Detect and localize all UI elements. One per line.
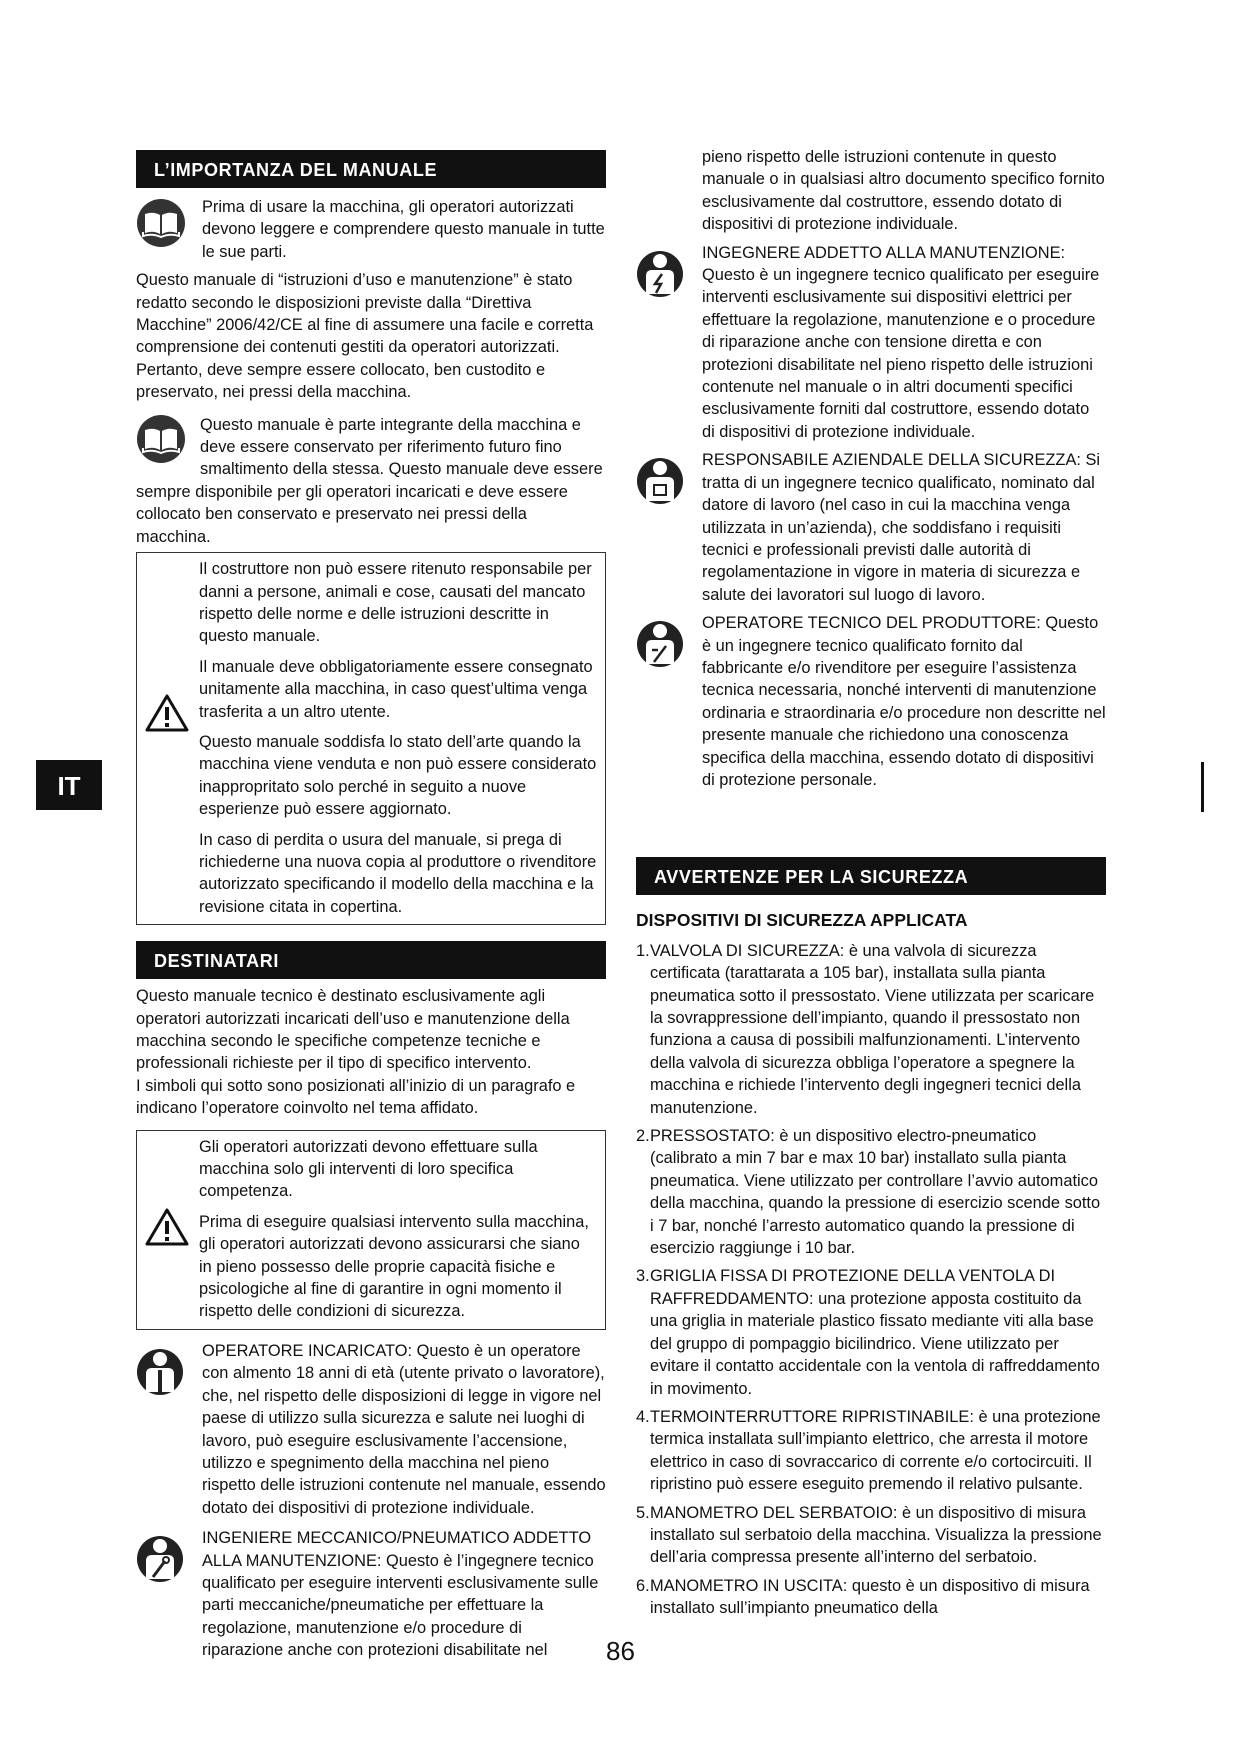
elec-engineer-entry xyxy=(636,242,1106,444)
list-item-text: GRIGLIA FISSA DI PROTEZIONE DELLA VENTOLA DI RAFFREDDAMENTO: una protezione apposta costituito da una griglia in materiale plastico fissato mediante viti alla base del gruppo di pompaggio bicilindrico. Viene utilizzato per evitare il contatto accidentale con la ventola di raffreddamento in movimento. xyxy=(650,1267,1100,1398)
list-item-number: 6. xyxy=(636,1576,650,1595)
list-item-text: VALVOLA DI SICUREZZA: è una valvola di sicurezza certificata (tarattarata a 105 bar), installata sulla pianta pneumatica sotto il pressostato. Viene utilizzata per scaricare la sovrappressione dell’impianto, quando il pressostato non funziona a causa di possibili malfunzionamenti. L’intervento della valvola di sicurezza obbliga l’operatore a spegnere la macchina e richiede l’intervento degli ingegneri tecnici della manutenzione. xyxy=(650,941,1095,1117)
warning-triangle-icon xyxy=(145,1207,189,1247)
continuation-text: pieno rispetto delle istruzioni contenute in questo manuale o in qualsiasi altro documento specifico fornito esclusivamente dal costruttore, essendo dotato di dispositivi di protezione individuale. xyxy=(702,148,1105,234)
elec-engineer-text: INGEGNERE ADDETTO ALLA MANUTENZIONE: Questo è un ingegnere tecnico qualificato per eseguire interventi esclusivamente sui dispositivi elettrici per effettuare la regolazione, manutenzione e o procedure di riparazione anche con tensione diretta e con protezioni disabilitate nel pieno rispetto delle istruzioni contenute nel manuale o in altri documenti specifici esclusivamente forniti dal costruttore, essendo dotato di dispositivi di protezione individuale. xyxy=(702,243,1100,441)
importance-body: Questo manuale di “istruzioni d’uso e manutenzione” è stato redatto secondo le disposizioni previste dalla “Direttiva Macchine” 2006/42/CE al fine di assumere una facile e corretta comprensione dei contenuti gestiti da operatori autorizzati. Pertanto, deve sempre essere collocato, ben custodito e preservato, nei pressi della macchina. xyxy=(136,271,594,402)
list-item-text: MANOMETRO IN USCITA: questo è un dispositivo di misura installato sull’impianto pneumatico della xyxy=(650,1576,1090,1618)
left-column xyxy=(136,150,606,1662)
recipients-warning-1: Gli operatori autorizzati devono effettuare sulla macchina solo gli interventi di loro specifica competenza. xyxy=(199,1137,538,1201)
manufacturer-technician-icon xyxy=(636,616,684,672)
list-item-number: 4. xyxy=(636,1407,650,1426)
edge-marker xyxy=(1201,762,1204,812)
read-manual-text: Prima di usare la macchina, gli operatori autorizzati devono leggere e comprendere questo manuale in tutte le sue parti. xyxy=(202,198,605,261)
warning-text-1: Il costruttore non può essere ritenuto responsabile per danni a persone, animali e cose, causati del mancato rispetto delle norme e delle istruzioni descritte in questo manuale. xyxy=(199,560,592,646)
list-item xyxy=(636,1406,1106,1496)
safety-subheading: DISPOSITIVI DI SICUREZZA APPLICATA xyxy=(636,910,968,931)
integral-part-note xyxy=(136,414,606,548)
operator-person-icon xyxy=(136,1344,184,1400)
recipients-warning-box xyxy=(136,1130,606,1330)
warning-triangle-icon xyxy=(145,693,189,733)
list-item xyxy=(636,1502,1106,1569)
page-number: 86 xyxy=(606,1636,635,1666)
mechanical-engineer-icon xyxy=(136,1531,184,1587)
list-item-text: PRESSOSTATO: è un dispositivo electro-pneumatico (calibrato a min 7 bar e max 10 bar) installato sulla pianta pneumatica. Viene utilizzato per controllare l’avvio automatico della macchina, quando la pressione di esercizio scende sotto i 7 bar, nonché l’arresto automatico quando la pressione di esercizio raggiunge i 10 bar. xyxy=(650,1127,1101,1258)
safety-manager-text: RESPONSABILE AZIENDALE DELLA SICUREZZA: Si tratta di un ingegnere tecnico qualificato, nominato dal datore di lavoro (nel caso in cui la macchina venga utilizzata in un’azienda), che soddisfano i requisiti tecnici e professionali previsti dalle autorità di regolamentazione in vigore in materia di sicurezza e salute dei lavoratori sul luogo di lavoro. xyxy=(702,451,1101,604)
recipients-heading: DESTINATARI xyxy=(136,941,606,979)
warning-text-4: In caso di perdita o usura del manuale, si prega di richiederne una nuova copia al produttore o rivenditore autorizzato specificando il modello della macchina e la revisione citata in copertina. xyxy=(199,830,597,916)
safety-heading: AVVERTENZE PER LA SICUREZZA xyxy=(636,857,1106,895)
list-item xyxy=(636,1125,1106,1259)
list-item xyxy=(636,940,1106,1119)
operator-entry xyxy=(136,1340,606,1519)
importance-warning-box xyxy=(136,552,606,925)
safety-manager-entry xyxy=(636,449,1106,606)
list-item-number: 5. xyxy=(636,1503,650,1522)
importance-heading: L’IMPORTANZA DEL MANUALE xyxy=(136,150,606,188)
operator-text: OPERATORE INCARICATO: Questo è un operatore con almento 18 anni di età (utente privato o lavoratore), che, nel rispetto delle disposizioni di legge in vigore nel paese di utilizzo sulla sicurezza e salute nei luoghi di lavoro, può eseguire esclusivamente l’accensione, utilizzo e spegnimento della macchina nel pieno rispetto delle istruzioni contenute nel manuale, essendo dotato dei dispositivi di protezione individuale. xyxy=(202,1341,606,1517)
book-icon xyxy=(136,414,186,464)
list-item-text: MANOMETRO DEL SERBATOIO: è un dispositivo di misura installato sul serbatoio della macchina. Visualizza la pressione dell’aria compressa presente all’interno del serbatoio. xyxy=(650,1503,1102,1567)
recipients-body-1: Questo manuale tecnico è destinato esclusivamente agli operatori autorizzati incaricati dell’uso e manutenzione della macchina secondo le specifiche competenze tecniche e professionali richieste per il tipo di specifico intervento. xyxy=(136,987,570,1073)
electrical-engineer-icon xyxy=(636,246,684,302)
safety-manager-icon xyxy=(636,453,684,509)
safety-device-list xyxy=(636,940,1106,1620)
list-item-number: 2. xyxy=(636,1127,650,1146)
list-item-number: 3. xyxy=(636,1267,650,1286)
warning-text-2: Il manuale deve obbligatoriamente essere consegnato unitamente alla macchina, in caso quest’ultima venga trasferita a un altro utente. xyxy=(199,657,593,721)
list-item xyxy=(636,1575,1106,1620)
warning-text-3: Questo manuale soddisfa lo stato dell’arte quando la macchina viene venduta e non può essere considerato inappropritato solo perché in seguito a nuove esperienze può essere aggiornato. xyxy=(199,732,597,819)
language-tab: IT xyxy=(36,760,102,810)
read-manual-note xyxy=(136,196,606,263)
list-item-number: 1. xyxy=(636,941,650,960)
integral-part-text: Questo manuale è parte integrante della macchina e deve essere conservato per riferimento futuro fino smaltimento della stessa. Questo manuale deve essere sempre disponibile per gli operatori incaricati e deve essere collocato ben conservato e preservato nei pressi della macchina. xyxy=(136,415,603,546)
book-icon xyxy=(136,198,186,248)
manufacturer-operator-entry xyxy=(636,612,1106,791)
list-item xyxy=(636,1265,1106,1399)
mech-engineer-text: INGENIERE MECCANICO/PNEUMATICO ADDETTO ALLA MANUTENZIONE: Questo è l’ingegnere tecnico qualificato per eseguire interventi esclusivamente sulle parti meccaniche/pneumatiche per effettuare la regolazione, manutenzione e/o procedure di riparazione anche con protezioni disabilitate nel xyxy=(202,1529,599,1660)
list-item-text: TERMOINTERRUTTORE RIPRISTINABILE: è una protezione termica installata sull’impianto elettrico, che arresta il motore elettrico in caso di sovraccarico di corrente e/o cortocircuiti. Il ripristino può essere eseguito premendo il relativo pulsante. xyxy=(650,1407,1101,1494)
recipients-warning-2: Prima di eseguire qualsiasi intervento sulla macchina, gli operatori autorizzati devono assicurarsi che siano in pieno possesso delle proprie capacità fisiche e psicologiche al fine di garantire in ogni momento il rispetto delle condizioni di sicurezza. xyxy=(199,1212,589,1321)
recipients-body-2: I simboli qui sotto sono posizionati all’inizio di un paragrafo e indicano l’operatore coinvolto nel tema affidato. xyxy=(136,1076,576,1118)
manufacturer-operator-text: OPERATORE TECNICO DEL PRODUTTORE: Questo è un ingegnere tecnico qualificato fornito dal fabbricante e/o rivenditore per eseguire l’assistenza tecnica necessaria, nonché interventi di manutenzione ordinaria e straordinaria e/o procedure non descritte nel presente manuale che richiedono una conoscenza specifica della macchina, essendo dotato di dispositivi di protezione personale. xyxy=(702,614,1106,789)
right-column xyxy=(636,146,1106,1626)
